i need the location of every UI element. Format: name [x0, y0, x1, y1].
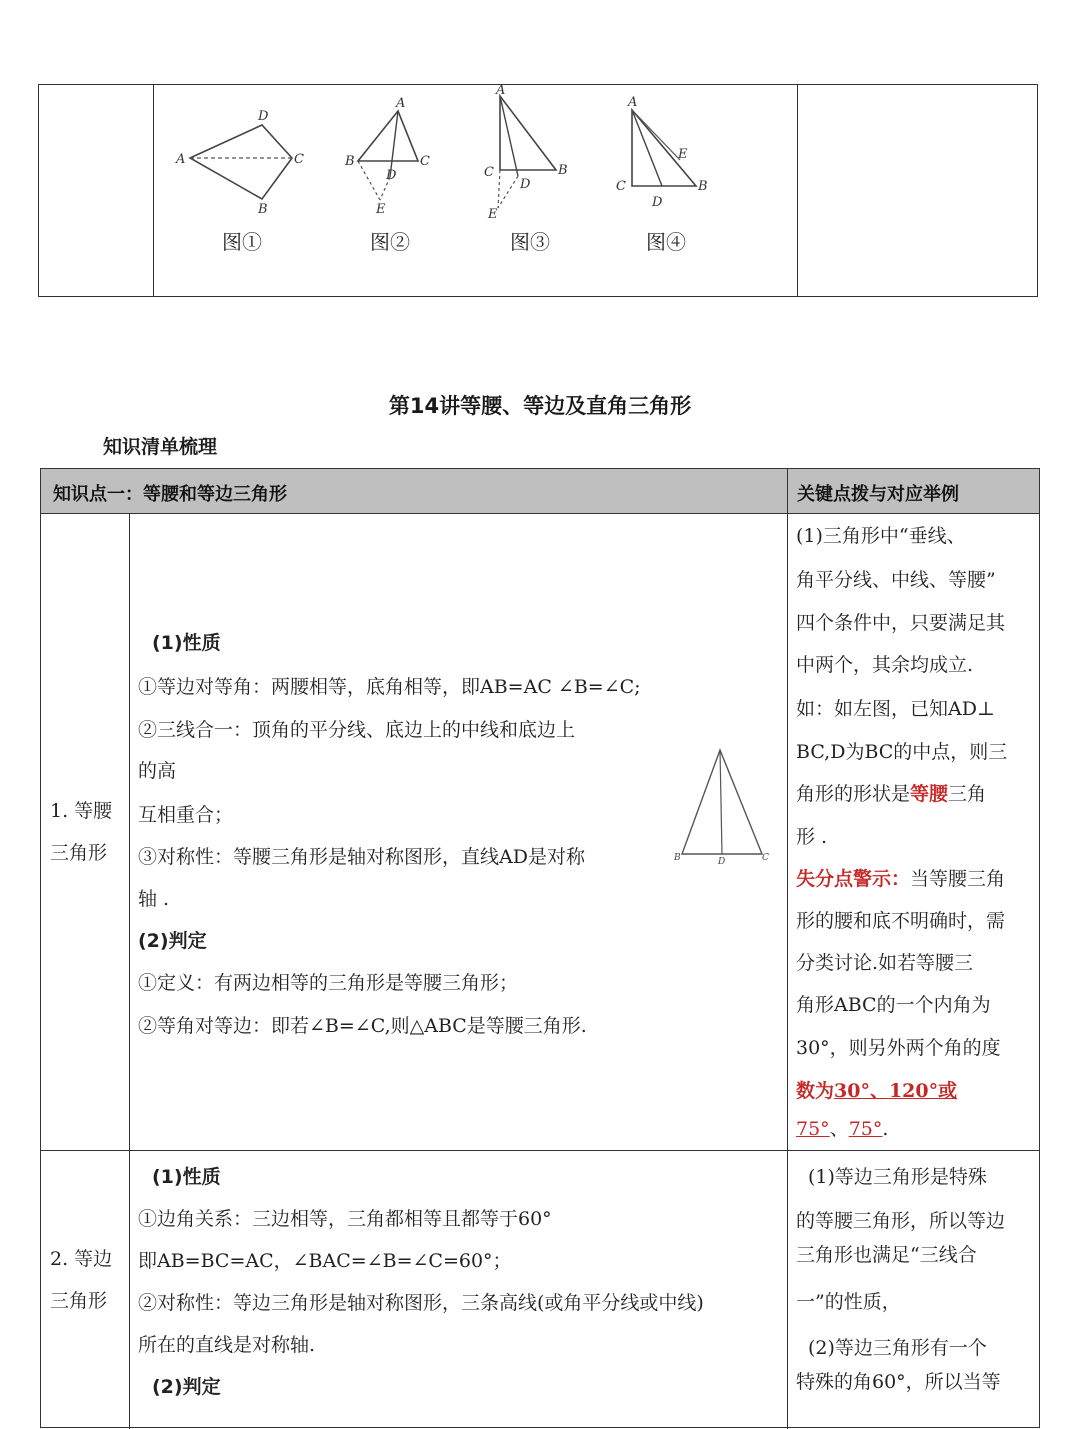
note1-line7 — [796, 779, 986, 806]
iso-label-c: C — [762, 853, 769, 863]
row-divider — [41, 1150, 1039, 1151]
note1-line2: 角平分线、中线、等腰” — [796, 569, 996, 591]
row1-label — [50, 790, 112, 874]
figure-1-kite — [170, 105, 310, 215]
note2-line1: (1)等边三角形是特殊 — [808, 1166, 987, 1188]
figure-3-triangle — [480, 84, 580, 224]
lecture-title: 第14讲等腰、等边及直角三角形 — [388, 394, 692, 418]
figure-1-caption: 图① — [222, 230, 262, 254]
note1-period: . — [882, 1118, 889, 1140]
figure-3-caption: 图③ — [510, 230, 550, 254]
row1-line-equal-angles: ②等角对等边：即若∠B=∠C,则△ABC是等腰三角形. — [138, 1015, 587, 1037]
note1-line8: 形 . — [796, 826, 828, 848]
fig1-label-b: B — [258, 202, 268, 215]
row1-line-symmetry: ③对称性：等腰三角形是轴对称图形，直线AD是对称 — [138, 846, 585, 868]
isosceles-triangle-figure — [672, 740, 772, 866]
note1-degree-prefix: 数为 — [796, 1080, 835, 1102]
fig3-label-e: E — [488, 207, 498, 222]
row1-label-line2: 三角形 — [50, 842, 108, 864]
figure-2-triangle — [340, 95, 440, 215]
row1-properties-heading: (1)性质 — [152, 632, 221, 654]
row1-line-definition: ①定义：有两边相等的三角形是等腰三角形； — [138, 972, 519, 994]
note2-line3: 三角形也满足“三线合 — [796, 1244, 977, 1266]
fig2-label-c: C — [420, 154, 430, 169]
note1-line1: (1)三角形中“垂线、 — [796, 525, 966, 547]
row2-label-line1: 2. 等边 — [50, 1248, 113, 1270]
note1-answer-isosceles: 等腰 — [910, 783, 949, 805]
note2-line2: 的等腰三角形，所以等边 — [796, 1210, 1006, 1232]
row2-line-axis: 所在的直线是对称轴. — [138, 1334, 316, 1356]
fig3-label-c: C — [484, 165, 494, 180]
row1-line-axis: 轴 . — [138, 888, 170, 910]
note1-line13: 30°，则另外两个角的度 — [796, 1037, 1001, 1059]
row2-label-line2: 三角形 — [50, 1290, 108, 1312]
iso-label-d: D — [718, 857, 726, 866]
note1-line6: BC,D为BC的中点，则三 — [796, 741, 1008, 763]
note1-answer-75a: 75° — [796, 1118, 830, 1140]
top-table-divider-right — [797, 85, 798, 296]
row1-line-three-lines: ②三线合一：顶角的平分线、底边上的中线和底边上 — [138, 719, 576, 741]
fig1-label-c: C — [294, 152, 304, 167]
fig1-label-a: A — [176, 152, 186, 167]
note1-line5: 如：如左图，已知AD⊥ — [796, 698, 995, 720]
row1-label-line1: 1. 等腰 — [50, 800, 113, 822]
note1-line11: 分类讨论.如若等腰三 — [796, 952, 974, 974]
fig3-label-a: A — [496, 84, 506, 98]
fig2-label-e: E — [376, 202, 386, 215]
figure-4-caption: 图④ — [646, 230, 686, 254]
note1-shape-suffix: 三角 — [948, 783, 987, 805]
note1-answer-75b: 75° — [848, 1118, 883, 1140]
row1-line-height: 的高 — [138, 760, 177, 782]
fig4-label-c: C — [616, 179, 626, 194]
iso-label-b: B — [674, 853, 681, 863]
fig2-label-d: D — [386, 168, 397, 183]
note1-line14 — [796, 1076, 957, 1103]
row2-properties-heading: (1)性质 — [152, 1166, 221, 1188]
fig4-label-b: B — [698, 179, 708, 194]
row1-line-equal-sides: ①等边对等角：两腰相等，底角相等，即AB=AC ∠B=∠C; — [138, 676, 641, 698]
note2-line6: 特殊的角60°，所以当等 — [796, 1371, 1001, 1393]
note2-line5: (2)等边三角形有一个 — [808, 1337, 987, 1359]
fig4-label-d: D — [652, 195, 663, 210]
row2-label — [50, 1238, 112, 1322]
note1-line3: 四个条件中，只要满足其 — [796, 612, 1006, 634]
top-table-divider-left — [153, 85, 154, 296]
note1-separator: 、 — [829, 1118, 849, 1140]
note1-line15 — [796, 1114, 888, 1141]
header-key-notes: 关键点拨与对应举例 — [797, 484, 959, 505]
note2-line4: 一”的性质， — [796, 1291, 901, 1313]
fig4-label-a: A — [628, 95, 638, 110]
column-divider-label — [129, 513, 130, 1429]
note1-line9 — [796, 864, 1005, 891]
note1-shape-prefix: 角形的形状是 — [796, 783, 911, 805]
note1-line12: 角形ABC的一个内角为 — [796, 994, 991, 1016]
row2-line-side-angle: ①边角关系：三边相等，三角都相等且都等于60° — [138, 1208, 552, 1230]
fig4-label-e: E — [678, 147, 688, 162]
row2-criteria-heading: (2)判定 — [152, 1376, 221, 1398]
row2-line-symmetry: ②对称性：等边三角形是轴对称图形，三条高线(或角平分线或中线) — [138, 1292, 704, 1314]
header-knowledge-point: 知识点一：等腰和等边三角形 — [53, 484, 287, 505]
note1-line4: 中两个，其余均成立. — [796, 654, 974, 676]
table-header — [41, 469, 1039, 514]
fig1-label-d: D — [258, 109, 269, 124]
note1-line10: 形的腰和底不明确时，需 — [796, 910, 1006, 932]
note1-warning-label: 失分点警示： — [796, 868, 911, 890]
fig2-label-b: B — [345, 154, 355, 169]
fig3-label-d: D — [520, 177, 531, 192]
fig3-label-b: B — [558, 163, 568, 178]
section-heading: 知识清单梳理 — [103, 436, 218, 458]
fig2-label-a: A — [396, 96, 406, 111]
note1-answer-30-120: 30°、120°或 — [834, 1080, 958, 1102]
row1-line-coincide: 互相重合； — [138, 804, 234, 826]
row2-line-equation: 即AB=BC=AC，∠BAC=∠B=∠C=60°； — [138, 1250, 512, 1272]
row1-criteria-heading: (2)判定 — [138, 930, 207, 952]
figure-2-caption: 图② — [370, 230, 410, 254]
column-divider-notes — [787, 469, 788, 1429]
figure-4-right-triangle — [612, 92, 722, 212]
note1-warning-text: 当等腰三角 — [910, 868, 1006, 890]
